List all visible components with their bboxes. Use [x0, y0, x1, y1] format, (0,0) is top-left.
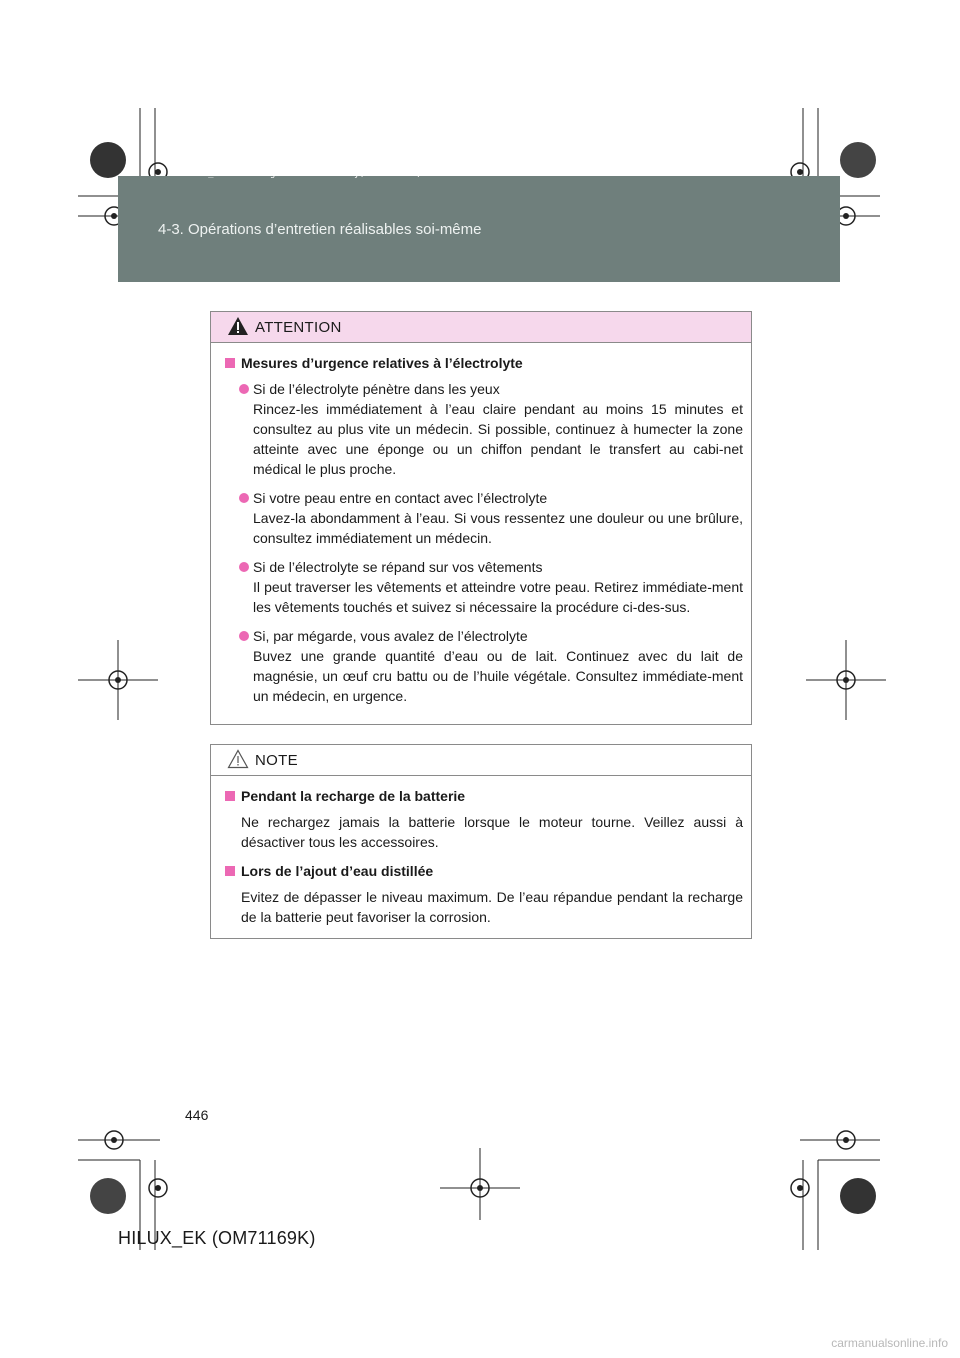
round-bullet-icon — [239, 631, 249, 641]
note-text: Evitez de dépasser le niveau maximum. De l’eau répandue pendant la recharge de la batterie peut favoriser la corrosion. — [241, 889, 743, 925]
note-label: NOTE — [255, 752, 298, 769]
warning-triangle-icon — [227, 316, 249, 336]
section-title: 4-3. Opérations d’entretien réalisables soi-même — [158, 221, 482, 238]
item-title: Si votre peau entre en contact avec l’électrolyte — [253, 490, 548, 506]
item-title: Si de l’électrolyte pénètre dans les yeux — [253, 381, 500, 397]
item-text: Rincez-les immédiatement à l’eau claire pendant au moins 15 minutes et consultez au plus vite un médecin. Si possible, continuez à humecter la zone atteinte avec une éponge ou un chiffon pendant le transfert au cabi-net médical le plus proche. — [253, 401, 743, 477]
square-bullet-icon — [225, 791, 235, 801]
item-text: Buvez une grande quantité d’eau ou de lait. Continuez avec du lait de magnésie, un œuf cru battu ou de l’huile végétale. Consultez immédiate-ment un médecin, en urgence. — [253, 648, 743, 704]
print-job-info: HILUX_EK.book Page 446 Wednesday, March 23, 2011 3:03 PM — [180, 169, 495, 179]
note-box — [210, 744, 752, 939]
list-item — [225, 379, 743, 479]
attention-heading: Mesures d’urgence relatives à l’électrolyte — [225, 353, 743, 373]
attention-label: ATTENTION — [255, 319, 342, 336]
caution-triangle-outline-icon — [227, 749, 249, 769]
round-bullet-icon — [239, 384, 249, 394]
manual-code-footer: HILUX_EK (OM71169K) — [118, 1228, 316, 1248]
item-text: Lavez-la abondamment à l’eau. Si vous ressentez une douleur ou une brûlure, consultez immédiatement un médecin. — [253, 510, 743, 546]
note-heading: Pendant la recharge de la batterie — [225, 786, 743, 806]
chapter-header-band — [118, 169, 840, 282]
round-bullet-icon — [239, 493, 249, 503]
note-text: Ne rechargez jamais la batterie lorsque le moteur tourne. Veillez aussi à désactiver tous les accessoires. — [241, 814, 743, 850]
page-number: 446 — [185, 1107, 209, 1123]
note-header — [211, 745, 751, 776]
list-item — [225, 488, 743, 548]
item-title: Si de l’électrolyte se répand sur vos vêtements — [253, 559, 543, 575]
item-text: Il peut traverser les vêtements et atteindre votre peau. Retirez immédiate-ment les vêtements touchés et suivez si nécessaire la procédure ci-des-sus. — [253, 579, 743, 615]
square-bullet-icon — [225, 358, 235, 368]
attention-header — [211, 312, 751, 343]
note-heading: Lors de l’ajout d’eau distillée — [225, 861, 743, 881]
watermark: carmanualsonline.info — [831, 1336, 948, 1350]
round-bullet-icon — [239, 562, 249, 572]
list-item — [225, 626, 743, 706]
item-title: Si, par mégarde, vous avalez de l’électrolyte — [253, 628, 528, 644]
list-item — [225, 557, 743, 617]
square-bullet-icon — [225, 866, 235, 876]
attention-box — [210, 311, 752, 725]
